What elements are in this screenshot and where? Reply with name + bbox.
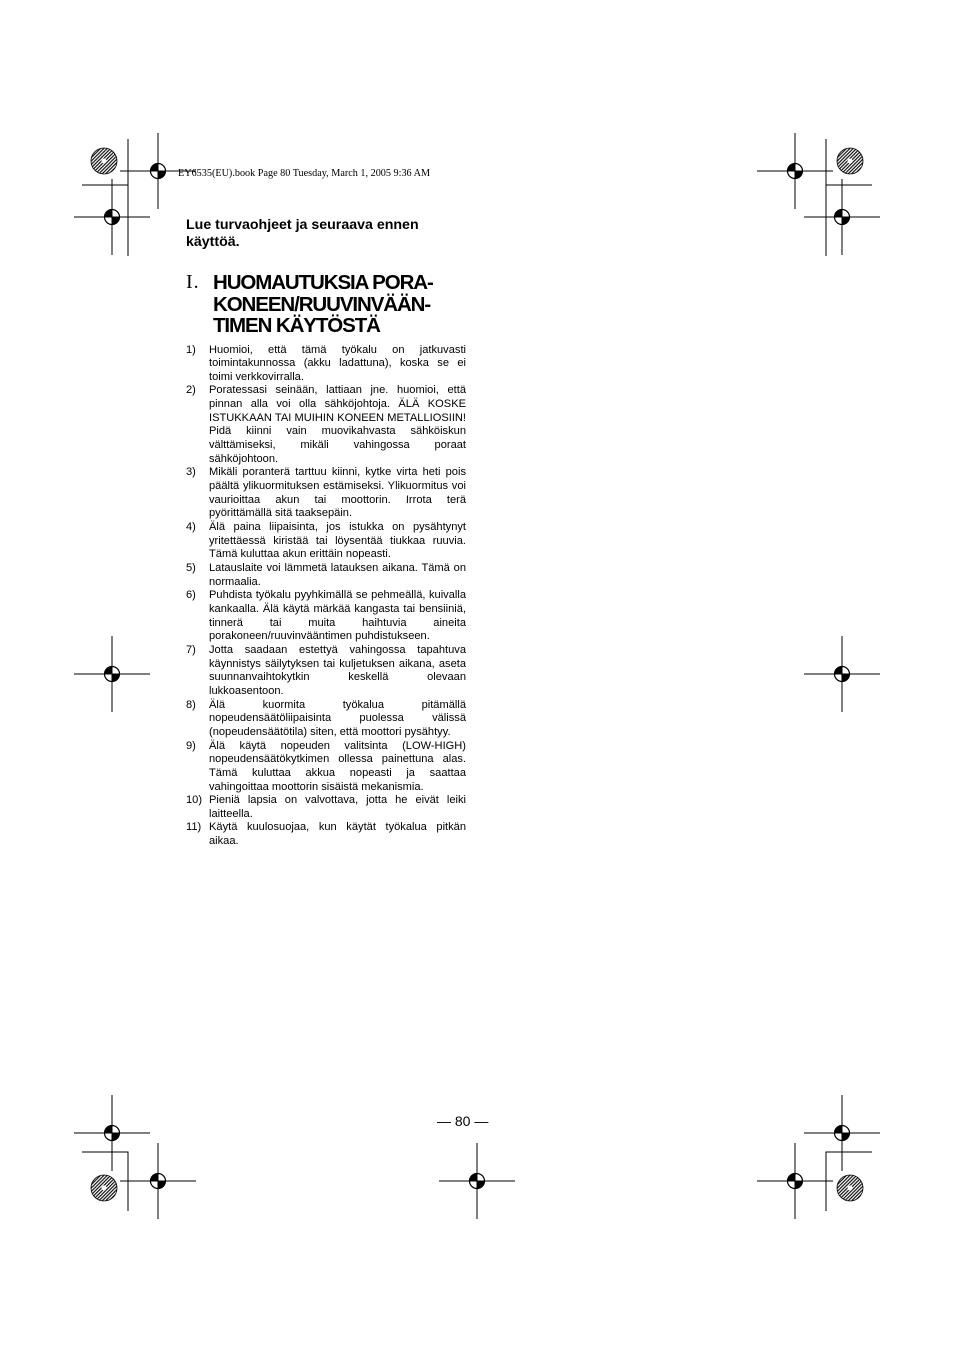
item-text: Huomioi, että tämä työkalu on jatkuvasti toimintakunnossa (akku ladattuna), koska se ei toimi verkkovirralla. [209,343,466,383]
item-number: 2) [186,384,196,397]
safety-column [186,217,466,849]
registration-mark-bottom-right-1 [804,1095,880,1171]
list-item [186,699,466,740]
intro-heading: Lue turvaohjeet ja seuraava ennen käyttöä. [186,217,419,250]
registration-mark-mid-right [804,636,880,712]
color-rosette-bottom-right [837,1175,863,1201]
item-text: Puhdista työkalu pyyhkimällä se pehmeällä, kuivalla kankaalla. Älä käytä märkää kangasta tai bensiiniä, tinnerä tai muita haihtuvia aineita porakoneen/ruuvinvääntimen puhdistukseen. [209,589,466,643]
registration-mark-bottom-center [439,1143,515,1219]
list-item [186,466,466,521]
item-text: Jotta saadaan estettyä vahingossa tapahtuva käynnistys säilytyksen tai kuljetuksen aikana, aseta suunnanvaihtokytkin keskellä olevaan lukkoasentoon. [209,643,466,697]
item-text: Mikäli poranterä tarttuu kiinni, kytke virta heti pois päältä ylikuormituksen estämiseksi. Ylikuormitus voi vaurioittaa akun tai moottorin. Irrota terä pyörittämällä sitä taaksepäin. [209,466,466,520]
item-text: Latauslaite voi lämmetä latauksen aikana. Tämä on normaalia. [209,562,466,588]
section-heading [186,272,466,337]
color-rosette-bottom-left [91,1175,117,1201]
item-number: 1) [186,343,196,356]
item-number: 6) [186,589,196,602]
registration-mark-bottom-left-2 [120,1143,196,1219]
registration-mark-top-left-2 [74,179,150,255]
color-rosette-top-right [837,148,863,174]
list-item [186,521,466,562]
item-text: Älä paina liipaisinta, jos istukka on pysähtynyt yritettäessä kiristää tai löysentää tiukkaa ruuvia. Tämä kuluttaa akun erittäin nopeasti. [209,521,466,561]
item-number: 5) [186,562,196,574]
list-item [186,344,466,385]
item-number: 3) [186,466,196,479]
list-item [186,740,466,795]
list-item [186,562,466,589]
item-number: 4) [186,521,196,534]
item-number: 10) [186,794,203,807]
item-text: Käytä kuulosuojaa, kun käytät työkalua pitkän aikaa. [209,821,466,848]
item-number: 7) [186,643,196,656]
list-item [186,384,466,466]
registration-mark-bottom-right-2 [757,1143,833,1219]
print-header: EY6535(EU).book Page 80 Tuesday, March 1, 2005 9:36 AM [178,168,431,179]
item-number: 9) [186,739,196,752]
registration-mark-top-right-1 [757,133,833,209]
item-number: 11) [186,821,202,834]
list-item [186,644,466,699]
section-number: I. [186,271,200,293]
section-title: HUOMAUTUKSIA PORA- KONEEN/RUUVINVÄÄN- TIMEN KÄYTÖSTÄ [213,271,433,337]
item-text: Poratessasi seinään, lattiaan jne. huomioi, että pinnan alla voi olla sähköjohtoja. ÄLÄ KOSKE ISTUKKAAN TAI MUIHIN KONEEN METALLIOSIIN! Pidä kiinni vain muovikahvasta sähköiskun välttämiseksi, mikäli vahingossa poraat sähköjohtoon. [209,384,466,465]
item-text: Pieniä lapsia on valvottava, jotta he eivät leiki laitteella. [209,794,466,820]
page-number: — 80 — [437,1113,489,1129]
item-text: Älä käytä nopeuden valitsinta (LOW-HIGH) nopeudensäätökytkimen ollessa painettuna alas. Tämä kuluttaa akkua nopeasti ja saattaa vahingoittaa moottorin sisäistä mekanismia. [209,739,466,793]
color-rosette-top-left [91,148,117,174]
registration-mark-mid-left [74,636,150,712]
item-number: 8) [186,698,196,711]
list-item [186,794,466,821]
registration-mark-top-right-2 [804,179,880,255]
list-item [186,589,466,644]
list-item [186,821,466,848]
registration-mark-bottom-left-1 [74,1095,150,1171]
item-text: Älä kuormita työkalua pitämällä nopeudensäätöliipaisinta puolessa välissä (nopeudensäätötila) siten, että moottori pysähtyy. [209,698,466,738]
safety-notes-list [186,344,466,849]
